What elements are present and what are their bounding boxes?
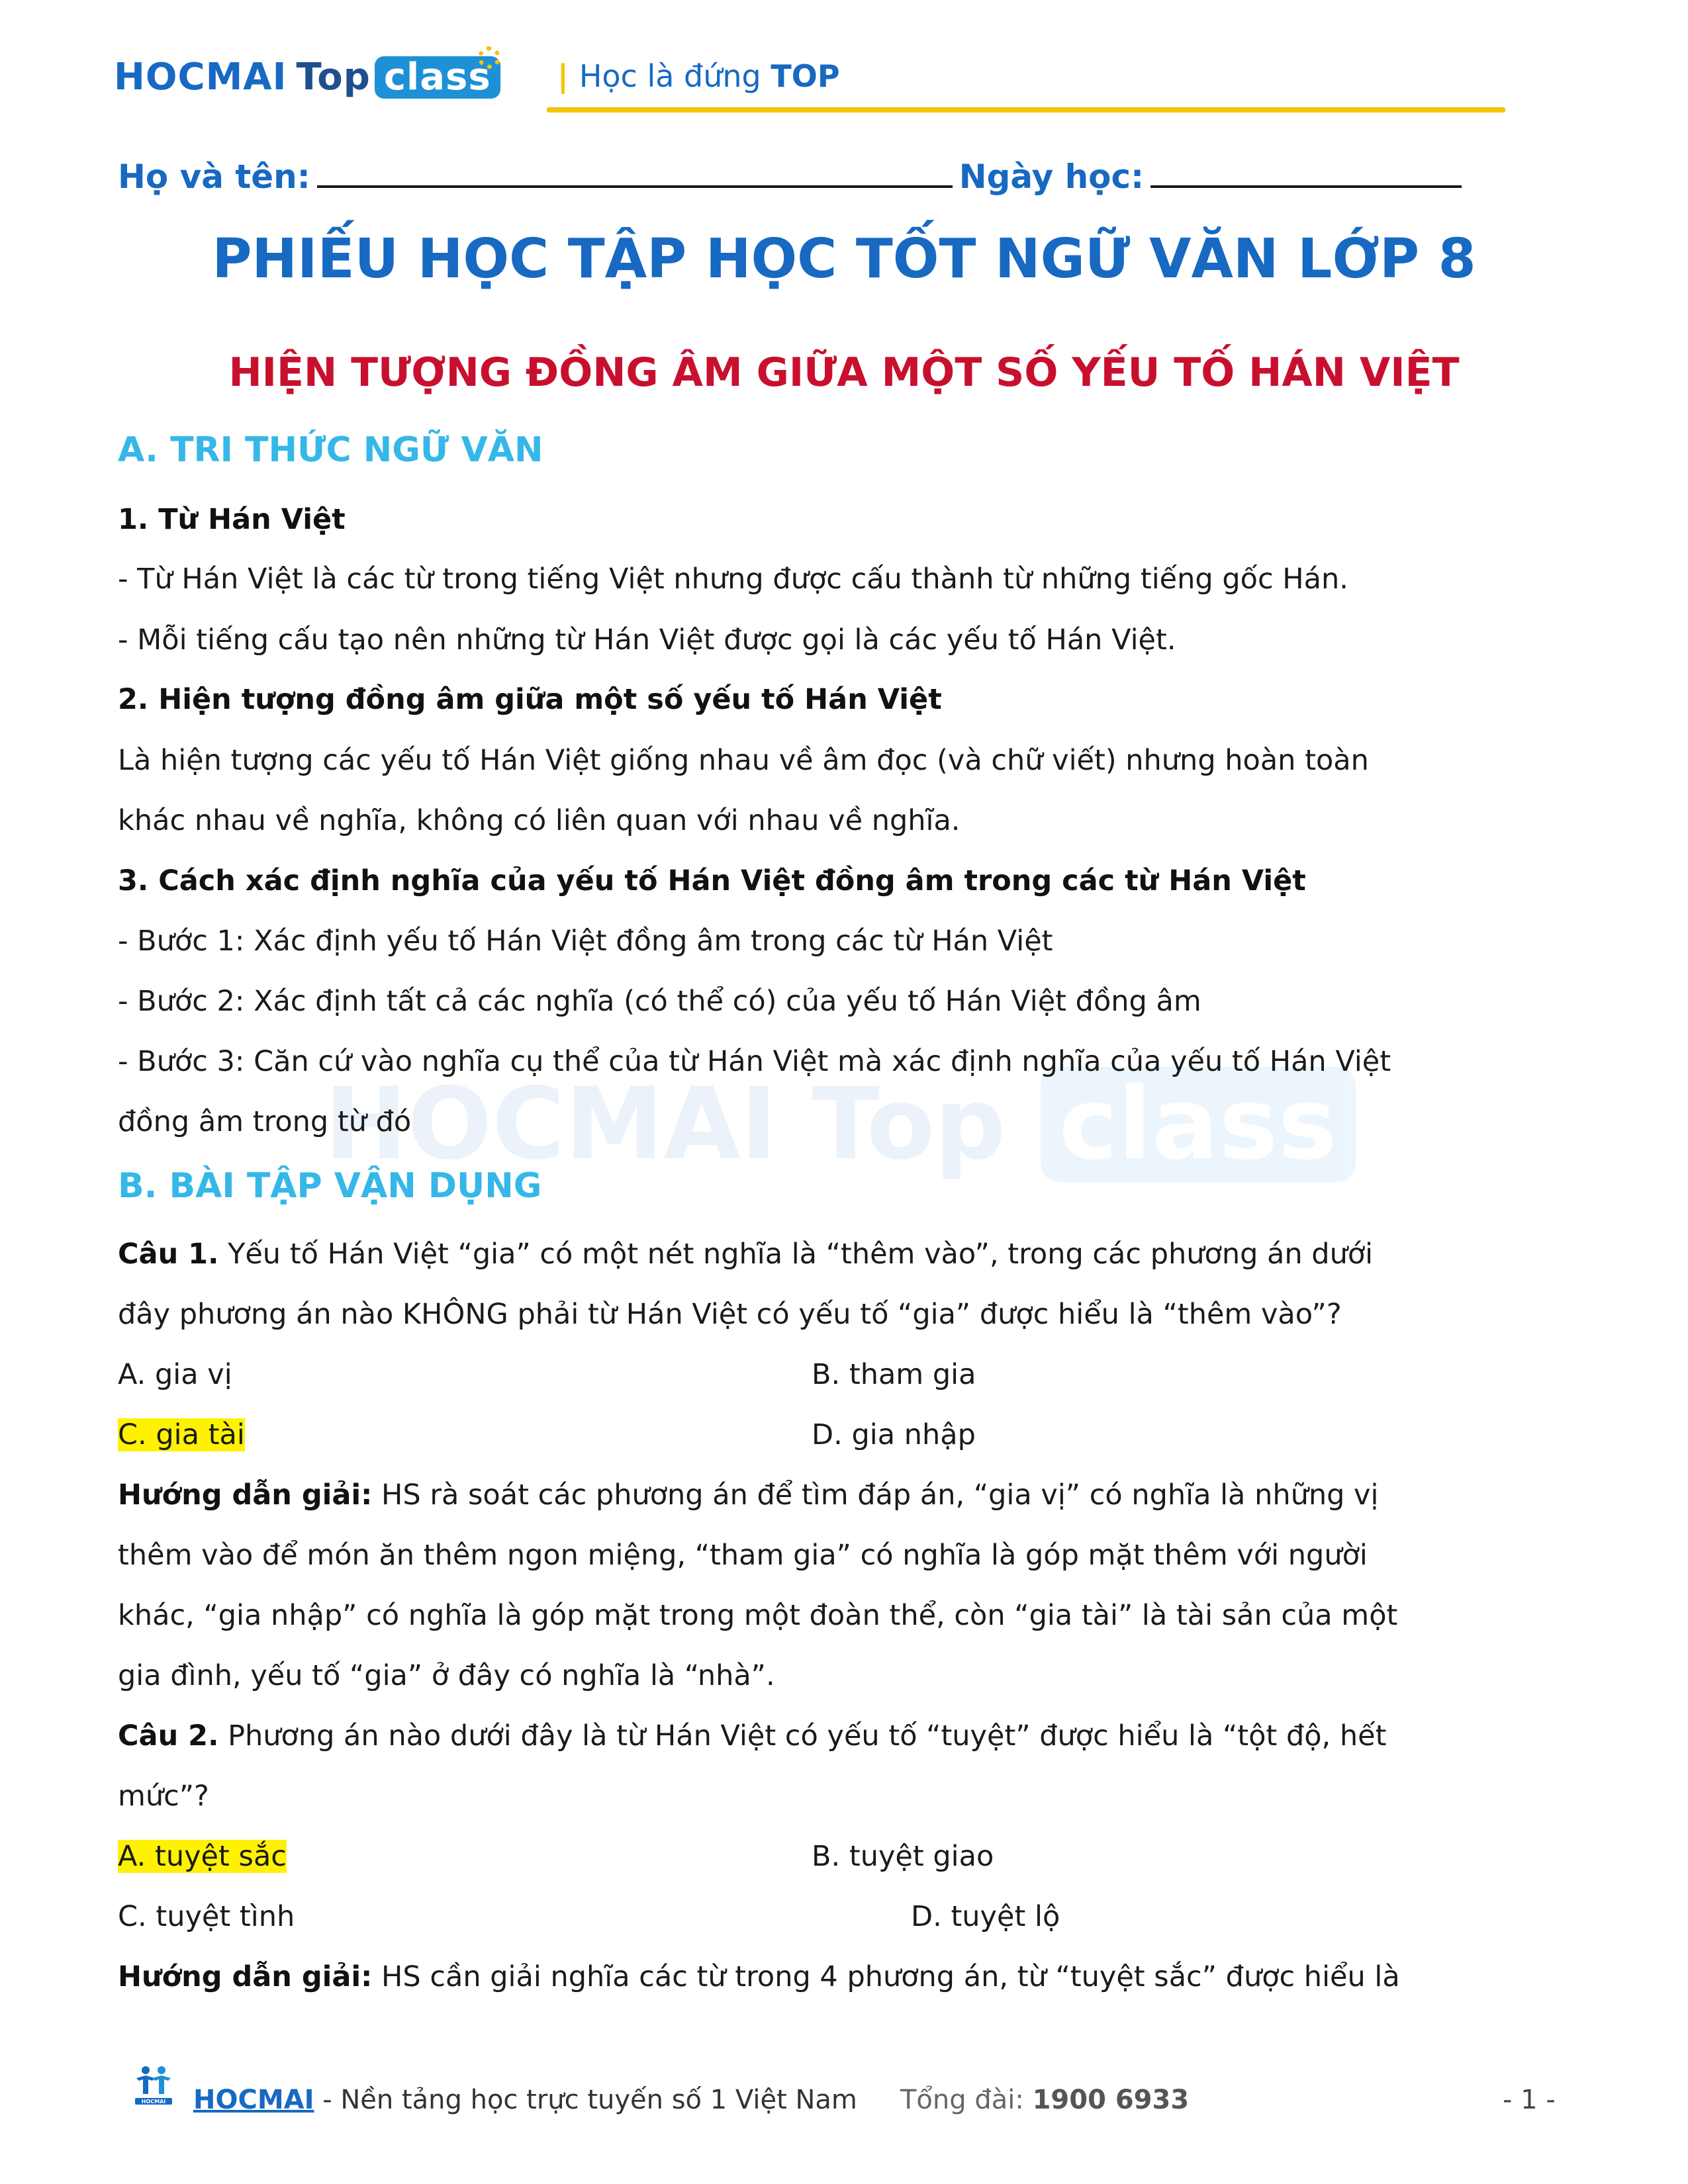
question-1 [118, 1238, 1373, 1271]
question-1-continued: đây phương án nào KHÔNG phải từ Hán Việt có yếu tố “gia” được hiểu là “thêm vào”? [118, 1298, 1342, 1331]
student-info-line [118, 158, 1468, 196]
footer-brand-link[interactable]: HOCMAI [193, 2085, 314, 2115]
paragraph: khác nhau về nghĩa, không có liên quan với nhau về nghĩa. [118, 804, 961, 837]
q1-guide-continued: khác, “gia nhập” có nghĩa là góp mặt trong một đoàn thể, còn “gia tài” là tài sản của một [118, 1599, 1398, 1632]
q1-guide-label: Hướng dẫn giải: [118, 1479, 373, 1512]
heading-3-text: 3. Cách xác định nghĩa của yếu tố Hán Việt đồng âm trong các từ Hán Việt [118, 864, 1306, 897]
question-1-text: Yếu tố Hán Việt “gia” có một nét nghĩa là “thêm vào”, trong các phương án dưới [218, 1238, 1374, 1271]
slogan-highlight: TOP [771, 58, 840, 94]
name-blank [317, 181, 953, 188]
paragraph: - Từ Hán Việt là các từ trong tiếng Việt nhưng được cấu thành từ những tiếng gốc Hán. [118, 563, 1348, 596]
footer-tagline-text: - Nền tảng học trực tuyến số 1 Việt Nam [314, 2085, 857, 2115]
step-item-continued: đồng âm trong từ đó [118, 1105, 412, 1138]
section-b-heading: B. BÀI TẬP VẬN DỤNG [118, 1166, 542, 1206]
slogan-prefix: Học là đứng [579, 58, 761, 94]
q1-option-d: D. gia nhập [812, 1418, 976, 1451]
date-blank [1150, 181, 1462, 188]
q2-guide [118, 1960, 1400, 1993]
q1-option-a: A. gia vị [118, 1358, 232, 1391]
section-a-heading: A. TRI THỨC NGỮ VĂN [118, 430, 543, 470]
q1-option-c-highlight: C. gia tài [118, 1418, 245, 1451]
q2-guide-label: Hướng dẫn giải: [118, 1960, 373, 1993]
footer-hotline [900, 2085, 1189, 2115]
hotline-label: Tổng đài: [900, 2085, 1033, 2115]
paragraph: - Mỗi tiếng cấu tạo nên những từ Hán Việt được gọi là các yếu tố Hán Việt. [118, 623, 1176, 657]
header-divider [547, 107, 1505, 113]
q1-option-c-answer [118, 1418, 245, 1451]
page-number: - 1 - [1503, 2085, 1556, 2115]
q2-guide-text: HS cần giải nghĩa các từ trong 4 phương án, từ “tuyệt sắc” được hiểu là [372, 1960, 1400, 1993]
worksheet-title: PHIẾU HỌC TẬP HỌC TỐT NGỮ VĂN LỚP 8 [212, 228, 1476, 291]
slogan-bar-icon: | [557, 58, 569, 94]
watermark-hocmai: HOCMAI [324, 1067, 778, 1182]
q1-guide-continued: gia đình, yếu tố “gia” ở đây có nghĩa là “nhà”. [118, 1659, 775, 1692]
heading-3 [118, 864, 1306, 897]
q2-option-b: B. tuyệt giao [812, 1840, 994, 1873]
paragraph: Là hiện tượng các yếu tố Hán Việt giống nhau về âm đọc (và chữ viết) nhưng hoàn toàn [118, 744, 1369, 777]
q2-option-a-highlight: A. tuyệt sắc [118, 1840, 287, 1873]
heading-2-text: 2. Hiện tượng đồng âm giữa một số yếu tố Hán Việt [118, 683, 942, 716]
logo-top-text: Top [296, 56, 371, 99]
logo-class-text: class [375, 56, 500, 99]
heading-1 [118, 503, 346, 536]
q1-guide-text: HS rà soát các phương án để tìm đáp án, “gia vị” có nghĩa là những vị [372, 1479, 1379, 1512]
date-label: Ngày học: [959, 158, 1145, 196]
question-2 [118, 1719, 1386, 1752]
q2-option-c: C. tuyệt tình [118, 1900, 295, 1933]
logo-gear-icon [478, 46, 500, 69]
step-item: - Bước 2: Xác định tất cả các nghĩa (có thể có) của yếu tố Hán Việt đồng âm [118, 985, 1201, 1018]
question-2-label: Câu 2. [118, 1719, 219, 1752]
q1-guide-continued: thêm vào để món ăn thêm ngon miệng, “tham gia” có nghĩa là góp mặt thêm với người [118, 1539, 1368, 1572]
hocmai-topclass-logo [114, 56, 500, 99]
footer-icon-caption: HOCMAI [141, 2099, 166, 2105]
watermark-top: Top [812, 1067, 1006, 1182]
watermark-class: class [1041, 1067, 1356, 1182]
footer-tagline [193, 2085, 857, 2115]
logo-hocmai-text: HOCMAI [114, 56, 287, 99]
slogan [557, 58, 840, 94]
q2-option-d: D. tuyệt lộ [911, 1900, 1060, 1933]
question-2-text: Phương án nào dưới đây là từ Hán Việt có yếu tố “tuyệt” được hiểu là “tột độ, hết [218, 1719, 1387, 1752]
hotline-number: 1900 6933 [1032, 2085, 1190, 2115]
step-item: - Bước 1: Xác định yếu tố Hán Việt đồng âm trong các từ Hán Việt [118, 925, 1053, 958]
q2-option-a-answer [118, 1840, 287, 1873]
worksheet-subtitle: HIỆN TƯỢNG ĐỒNG ÂM GIỮA MỘT SỐ YẾU TỐ HÁN VIỆT [228, 349, 1460, 396]
q1-guide [118, 1479, 1378, 1512]
step-item: - Bước 3: Căn cứ vào nghĩa cụ thể của từ Hán Việt mà xác định nghĩa của yếu tố Hán Việt [118, 1045, 1391, 1078]
question-2-continued: mức”? [118, 1780, 209, 1813]
hocmai-people-icon [132, 2064, 175, 2106]
name-label: Họ và tên: [118, 158, 310, 196]
question-1-label: Câu 1. [118, 1238, 219, 1271]
heading-2 [118, 683, 942, 716]
heading-1-text: 1. Từ Hán Việt [118, 503, 346, 536]
watermark-logo [324, 1067, 1356, 1182]
q1-option-b: B. tham gia [812, 1358, 976, 1391]
